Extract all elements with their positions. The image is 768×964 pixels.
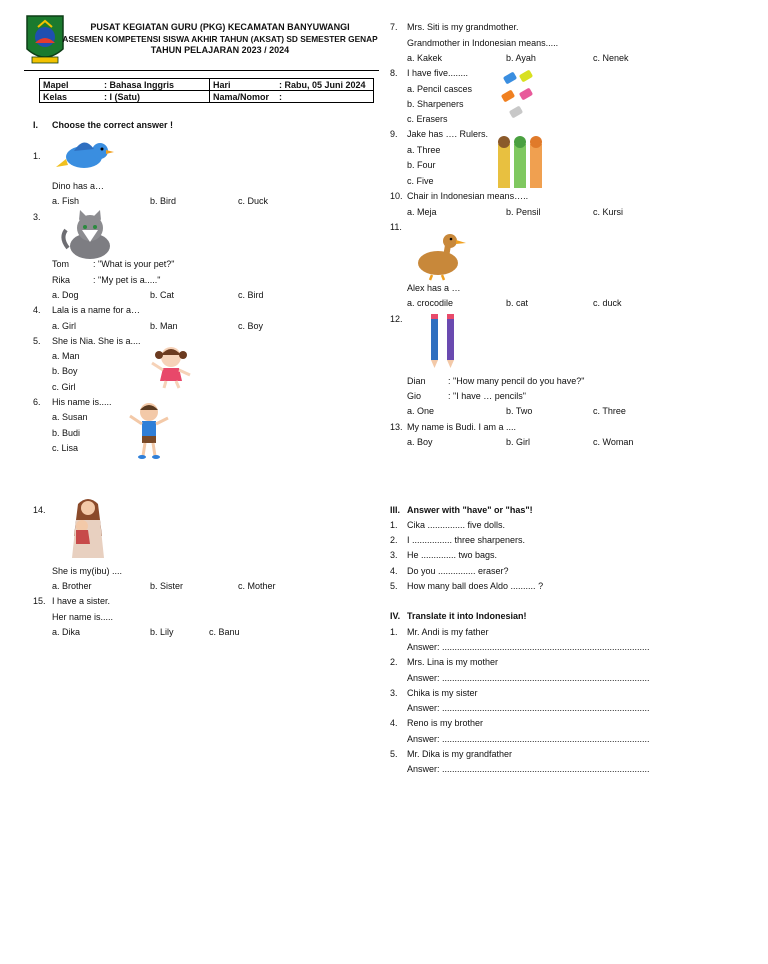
s3-item-4-text[interactable]: Do you ............... eraser? [407, 566, 509, 576]
nama-value[interactable]: : [276, 91, 374, 103]
q15-option-a[interactable]: a. Dika [52, 627, 81, 637]
q10-option-b[interactable]: b. Pensil [506, 207, 541, 217]
s4-item-1-num: 1. [390, 627, 398, 637]
s3-item-1-text[interactable]: Cika ............... five dolls. [407, 520, 506, 530]
rulers-icon [494, 134, 546, 190]
q3-line-1: : "What is your pet?" [93, 259, 175, 269]
q14-option-b[interactable]: b. Sister [150, 581, 184, 591]
mapel-label: Mapel [40, 79, 102, 91]
q10-option-c[interactable]: c. Kursi [593, 207, 624, 217]
sharpeners-icon [498, 70, 538, 122]
q3-option-b[interactable]: b. Cat [150, 290, 175, 300]
s3-item-4-num: 4. [390, 566, 398, 576]
s3-item-2-text[interactable]: I ................ three sharpeners. [407, 535, 526, 545]
hari-label: Hari [210, 79, 277, 91]
q1-text: Dino has a… [52, 181, 105, 191]
q6-option-a[interactable]: a. Susan [52, 412, 88, 422]
section4-num: IV. [390, 611, 401, 621]
q15-number: 15. [33, 596, 46, 606]
q5-option-b[interactable]: b. Boy [52, 366, 78, 376]
q8-option-c[interactable]: c. Erasers [407, 114, 448, 124]
q4-number: 4. [33, 305, 41, 315]
q14-option-a[interactable]: a. Brother [52, 581, 92, 591]
q9-option-b[interactable]: b. Four [407, 160, 436, 170]
bird-icon [54, 137, 116, 177]
q1-option-b[interactable]: b. Bird [150, 196, 177, 206]
q1-option-c[interactable]: c. Duck [238, 196, 269, 206]
section4-title: Translate it into Indonesian! [407, 611, 527, 621]
s4-item-2-text: Mrs. Lina is my mother [407, 657, 499, 667]
q5-number: 5. [33, 336, 41, 346]
mother-child-icon [64, 496, 112, 560]
q7-text: Mrs. Siti is my grandmother. [407, 22, 519, 32]
q12-option-b[interactable]: b. Two [506, 406, 533, 416]
s4-item-5-num: 5. [390, 749, 398, 759]
q3-option-a[interactable]: a. Dog [52, 290, 79, 300]
s3-item-1-num: 1. [390, 520, 398, 530]
q4-option-b[interactable]: b. Man [150, 321, 178, 331]
s4-item-3-text: Chika is my sister [407, 688, 478, 698]
q1-number: 1. [33, 151, 41, 161]
q8-number: 8. [390, 68, 398, 78]
s3-item-5-num: 5. [390, 581, 398, 591]
q13-option-a[interactable]: a. Boy [407, 437, 433, 447]
q9-option-c[interactable]: c. Five [407, 176, 434, 186]
q12-line-2: : "I have … pencils" [448, 391, 526, 401]
q5-option-c[interactable]: c. Girl [52, 382, 76, 392]
header-line-3: TAHUN PELAJARAN 2023 / 2024 [150, 45, 290, 55]
q3-option-c[interactable]: c. Bird [238, 290, 264, 300]
section1-title: Choose the correct answer ! [52, 120, 174, 130]
s4-item-1-text: Mr. Andi is my father [407, 627, 489, 637]
q15-option-b[interactable]: b. Lily [150, 627, 174, 637]
kelas-label: Kelas [40, 91, 102, 103]
q7-number: 7. [390, 22, 398, 32]
s4-item-1-answer[interactable]: Answer: ................................................................................... [407, 642, 650, 652]
q13-option-c[interactable]: c. Woman [593, 437, 634, 447]
q8-option-b[interactable]: b. Sharpeners [407, 99, 464, 109]
q9-number: 9. [390, 129, 398, 139]
boy-icon [126, 400, 172, 460]
q10-option-a[interactable]: a. Meja [407, 207, 437, 217]
q15-option-c[interactable]: c. Banu [209, 627, 240, 637]
duck-icon [410, 223, 470, 283]
q12-speaker-2: Gio [407, 391, 422, 401]
s4-item-4-answer[interactable]: Answer: ................................................................................... [407, 734, 650, 744]
q1-option-a[interactable]: a. Fish [52, 196, 80, 206]
q9-option-a[interactable]: a. Three [407, 145, 441, 155]
q14-number: 14. [33, 505, 46, 515]
header-divider [24, 70, 379, 71]
section3-title: Answer with "have" or "has"! [407, 505, 533, 515]
q6-option-c[interactable]: c. Lisa [52, 443, 79, 453]
q3-number: 3. [33, 212, 41, 222]
header-line-2: ASESMEN KOMPETENSI SISWA AKHIR TAHUN (AKSAT) SD SEMESTER GENAP [62, 34, 378, 44]
q12-option-c[interactable]: c. Three [593, 406, 626, 416]
s3-item-5-text[interactable]: How many ball does Aldo .......... ? [407, 581, 544, 591]
q3-speaker-1: Tom [52, 259, 70, 269]
q11-text: Alex has a … [407, 283, 461, 293]
q12-number: 12. [390, 314, 403, 324]
q10-text: Chair in Indonesian means….. [407, 191, 529, 201]
hari-value: : Rabu, 05 Juni 2024 [276, 79, 374, 91]
pencils-icon [410, 310, 472, 372]
q12-speaker-1: Dian [407, 376, 426, 386]
info-table [39, 78, 374, 103]
q15-text-2: Her name is..... [52, 612, 114, 622]
q6-number: 6. [33, 397, 41, 407]
s4-item-4-num: 4. [390, 718, 398, 728]
q11-option-c[interactable]: c. duck [593, 298, 622, 308]
header-line-1: PUSAT KEGIATAN GURU (PKG) KECAMATAN BANYUWANGI [90, 22, 350, 32]
s4-item-3-num: 3. [390, 688, 398, 698]
s3-item-3-num: 3. [390, 550, 398, 560]
section1-num: I. [33, 120, 39, 130]
q5-text: She is Nia. She is a.... [52, 336, 141, 346]
q15-text: I have a sister. [52, 596, 111, 606]
q14-text: She is my(ibu) .... [52, 566, 123, 576]
q6-option-b[interactable]: b. Budi [52, 428, 81, 438]
q14-option-c[interactable]: c. Mother [238, 581, 276, 591]
q13-option-b[interactable]: b. Girl [506, 437, 531, 447]
girl-icon [146, 343, 196, 389]
q11-option-a[interactable]: a. crocodile [407, 298, 454, 308]
s4-item-2-num: 2. [390, 657, 398, 667]
s3-item-2-num: 2. [390, 535, 398, 545]
q6-text: His name is..... [52, 397, 112, 407]
q8-text: I have five........ [407, 68, 469, 78]
q4-text: Lala is a name for a… [52, 305, 141, 315]
kelas-value: : I (Satu) [101, 91, 210, 103]
s4-item-5-text: Mr. Dika is my grandfather [407, 749, 513, 759]
q7-option-a[interactable]: a. Kakek [407, 53, 443, 63]
s4-item-3-answer[interactable]: Answer: ................................................................................... [407, 703, 650, 713]
section3-num: III. [390, 505, 401, 515]
cat-icon [60, 208, 116, 260]
q13-text: My name is Budi. I am a .... [407, 422, 517, 432]
q7-option-b[interactable]: b. Ayah [506, 53, 536, 63]
q9-text: Jake has …. Rulers. [407, 129, 489, 139]
q12-line-1: : "How many pencil do you have?" [448, 376, 585, 386]
q8-option-a[interactable]: a. Pencil casces [407, 84, 473, 94]
s4-item-4-text: Reno is my brother [407, 718, 484, 728]
q5-option-a[interactable]: a. Man [52, 351, 80, 361]
q7-text-2: Grandmother in Indonesian means..... [407, 38, 559, 48]
q7-option-c[interactable]: c. Nenek [593, 53, 629, 63]
q10-number: 10. [390, 191, 403, 201]
s4-item-2-answer[interactable]: Answer: ................................................................................... [407, 673, 650, 683]
q3-line-2: : "My pet is a....." [93, 275, 161, 285]
nama-label: Nama/Nomor [210, 91, 277, 103]
q3-speaker-2: Rika [52, 275, 71, 285]
q13-number: 13. [390, 422, 403, 432]
s3-item-3-text[interactable]: He .............. two bags. [407, 550, 498, 560]
mapel-value: : Bahasa Inggris [101, 79, 210, 91]
q4-option-a[interactable]: a. Girl [52, 321, 77, 331]
q4-option-c[interactable]: c. Boy [238, 321, 264, 331]
s4-item-5-answer[interactable]: Answer: ................................................................................... [407, 764, 650, 774]
q12-option-a[interactable]: a. One [407, 406, 435, 416]
q11-number: 11. [390, 222, 402, 232]
q11-option-b[interactable]: b. cat [506, 298, 529, 308]
